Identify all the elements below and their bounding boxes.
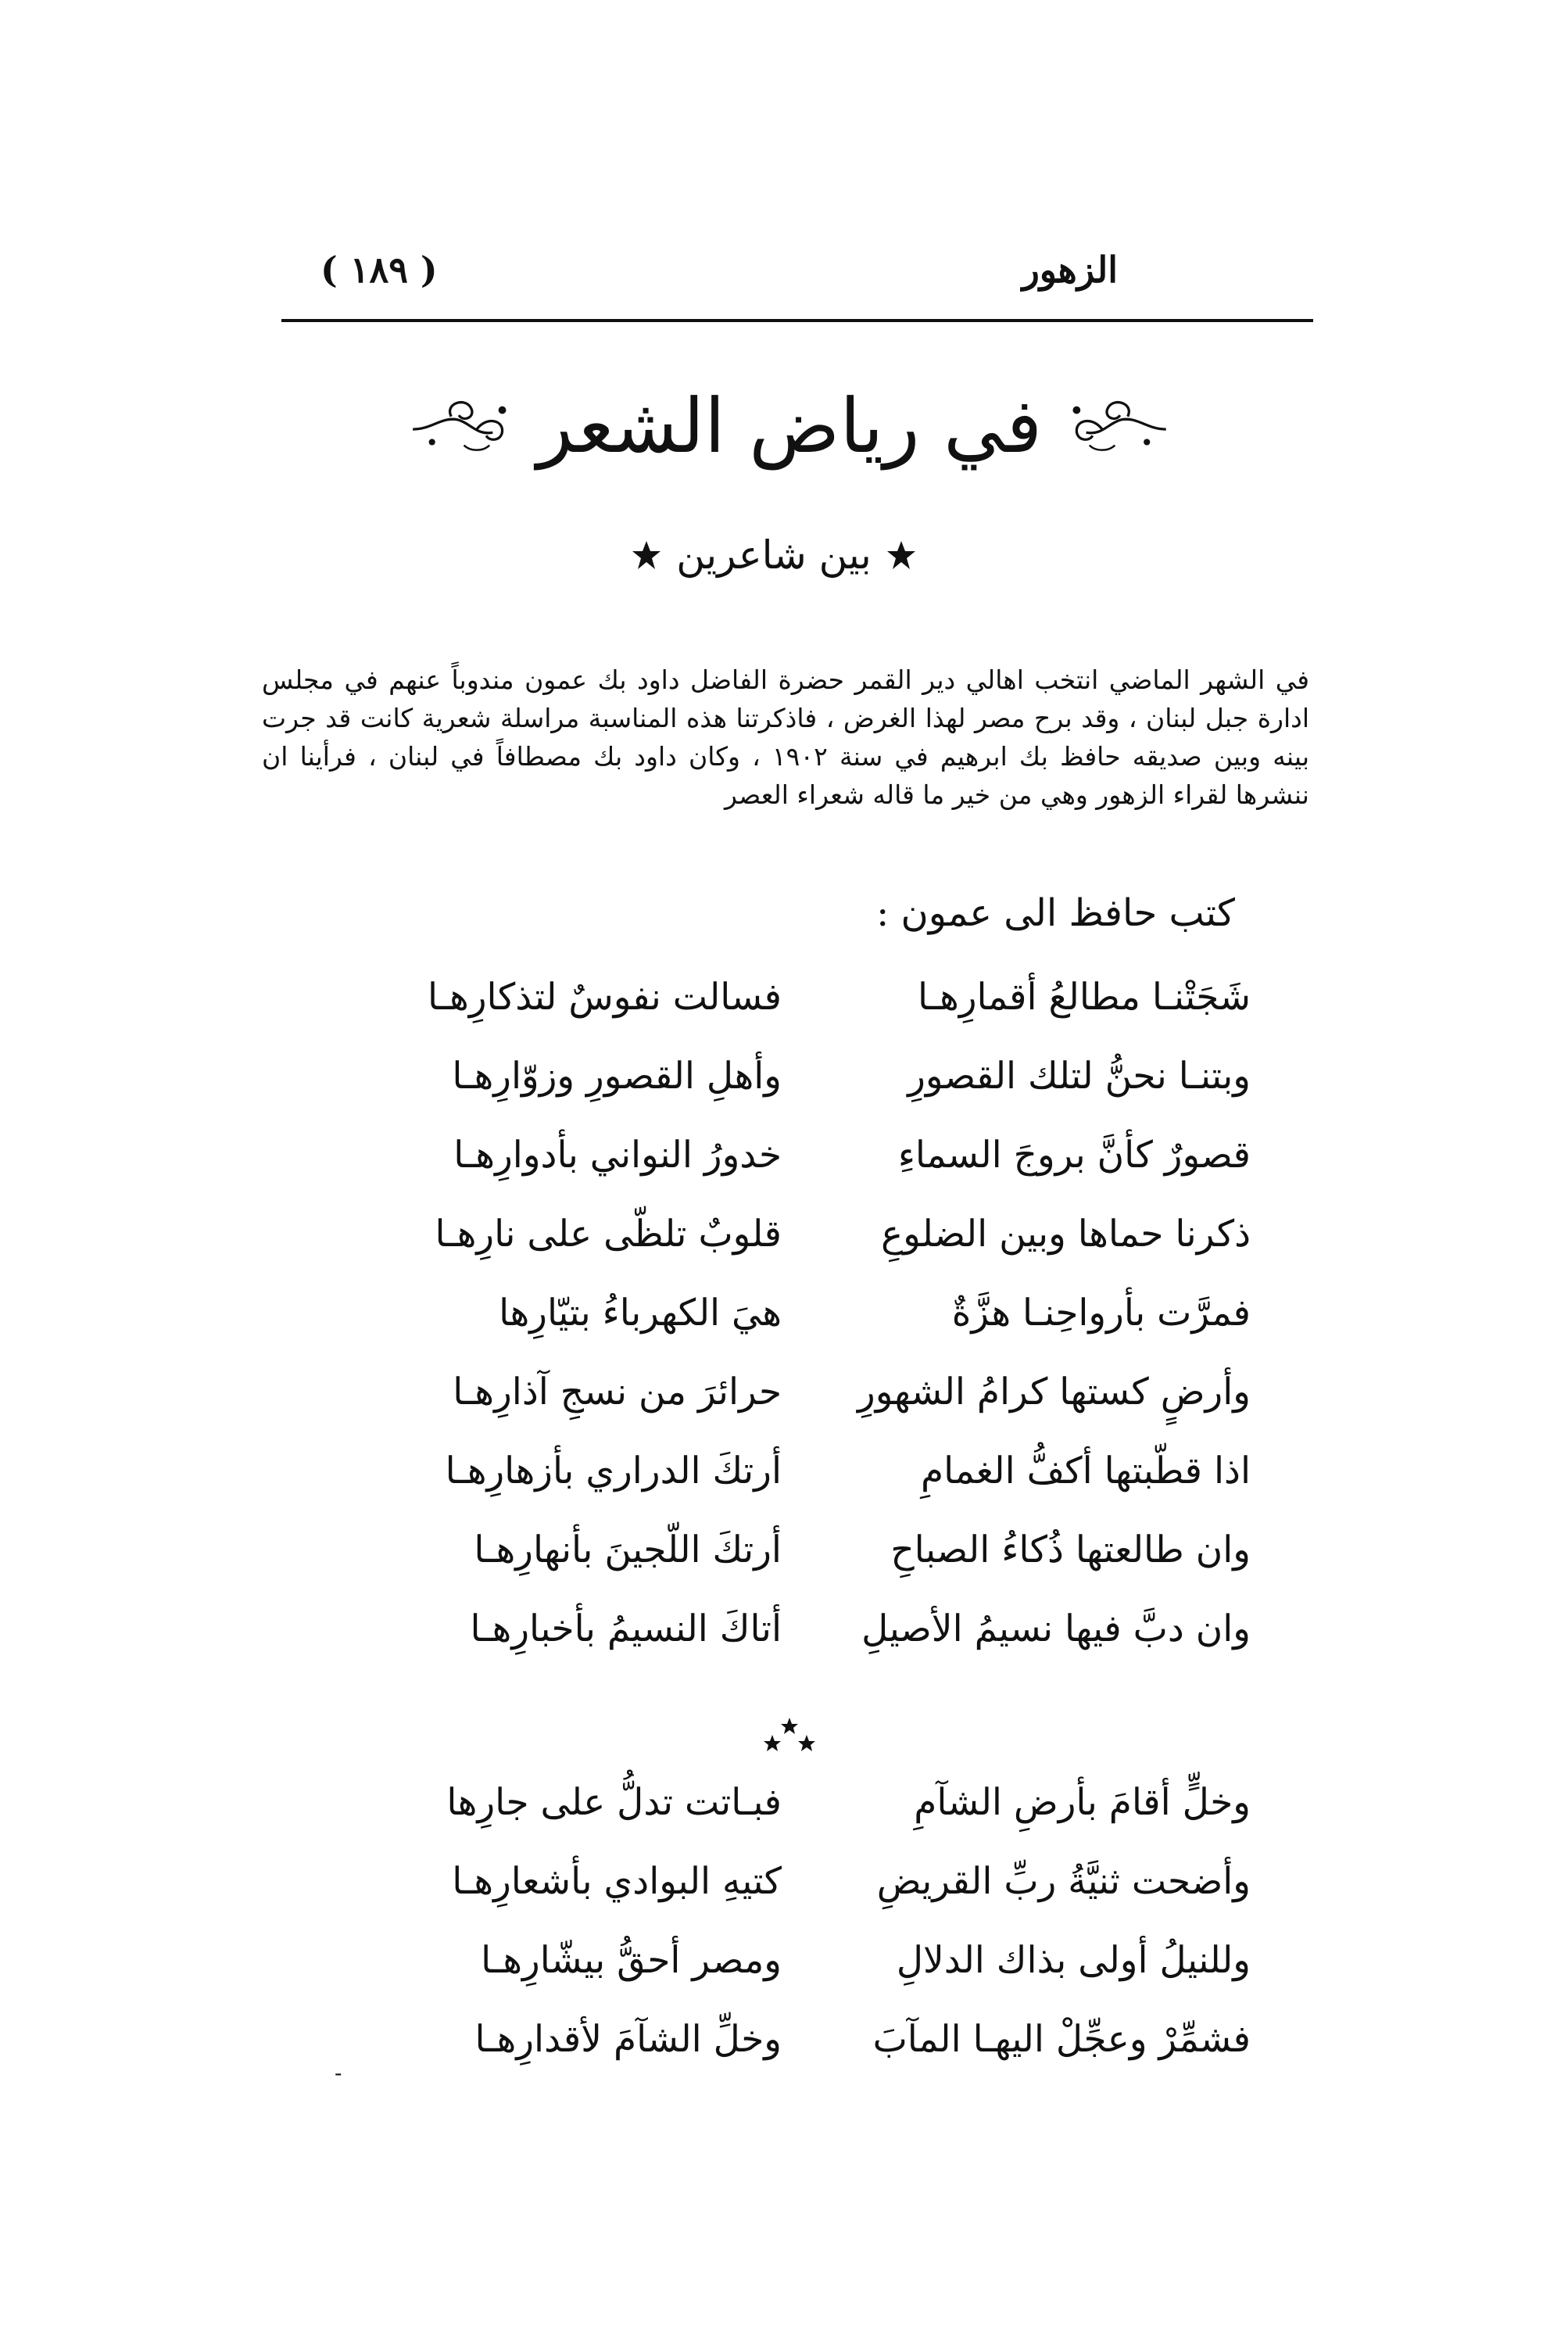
poem-part-1 (344, 976, 1251, 1686)
running-header (281, 249, 1313, 311)
verse (344, 1134, 1251, 1213)
journal-name: الزهور (1022, 249, 1118, 291)
hemistich-first: وان طالعتها ذُكاءُ الصباحِ (890, 1528, 1251, 1571)
hemistich-first: قصورٌ كأنَّ بروجَ السماءِ (897, 1134, 1251, 1177)
hemistich-second: فسالت نفوسٌ لتذكارِهـا (427, 976, 782, 1019)
hemistich-first: وان دبَّ فيها نسيمُ الأصيلِ (861, 1607, 1251, 1650)
hemistich-first: وللنيلُ أولى بذاك الدلالِ (896, 1939, 1251, 1982)
hemistich-second: فبـاتت تدلُّ على جارِها (446, 1781, 782, 1824)
verse (344, 1213, 1251, 1292)
intro-paragraph: في الشهر الماضي انتخب اهالي دير القمر حضرة الفاضل داود بك عمون مندوباً عنهم في مجلس ادارة جبل لبنان ، وقد برح مصر لهذا الغرض ، فاذكرتنا هذه المناسبة مراسلة شعرية كانت قد جرت بينه وبين صديقه حافظ بك ابرهيم في سنة ١٩٠٢ ، وكان داود بك مصطافاً في لبنان ، فرأينا ان ننشرها لقراء الزهور وهي من خير ما قاله شعراء العصر (262, 665, 1310, 810)
section-title-text: في رياض الشعر (536, 382, 1043, 470)
verse (344, 1939, 1251, 2018)
verse (344, 1528, 1251, 1607)
hemistich-second: أتاكَ النسيمُ بأخبارِهـا (470, 1607, 782, 1650)
verse (344, 1055, 1251, 1134)
hemistich-second: هيَ الكهرباءُ بتيّارِها (499, 1292, 782, 1335)
verse (344, 1292, 1251, 1371)
verse (344, 1449, 1251, 1528)
poem-intro: كتب حافظ الى عمون : (876, 891, 1235, 935)
hemistich-first: وأرضٍ كستها كرامُ الشهورِ (857, 1371, 1251, 1414)
hemistich-first: وخلٍّ أقامَ بأرضِ الشآمِ (914, 1781, 1251, 1824)
hemistich-second: وخلِّ الشآمَ لأقدارِهـا (474, 2018, 782, 2061)
hemistich-second: أرتكَ الدراري بأزهارِهـا (445, 1449, 782, 1492)
verse (344, 1607, 1251, 1686)
star-ornament-icon (631, 539, 662, 571)
verse (344, 1371, 1251, 1449)
hemistich-first: ذكرنا حماها وبين الضلوعِ (881, 1213, 1251, 1256)
section-title (406, 367, 1172, 485)
hemistich-second: كتيهِ البوادي بأشعارِهـا (452, 1860, 782, 1903)
hemistich-second: خدورُ النواني بأدوارِهـا (453, 1134, 782, 1177)
hemistich-second: أرتكَ اللّجينَ بأنهارِهـا (474, 1528, 782, 1571)
hemistich-first: وبتنـا نحنُّ لتلك القصورِ (908, 1055, 1251, 1098)
poem-part-2 (344, 1781, 1251, 2097)
right-flourish-icon (1064, 383, 1172, 469)
hemistich-first: فشمِّرْ وعجِّلْ اليهـا المآبَ (872, 2018, 1251, 2061)
hemistich-second: حرائرَ من نسجِ آذارِهـا (453, 1371, 782, 1414)
verse (344, 1860, 1251, 1939)
subtitle (594, 524, 954, 586)
hemistich-first: شَجَتْنـا مطالعُ أقمارِهـا (917, 976, 1251, 1019)
subtitle-text: بين شاعرين (676, 532, 872, 578)
verse (344, 1781, 1251, 1860)
hemistich-second: قلوبٌ تلظّى على نارِهـا (435, 1213, 782, 1256)
hemistich-second: ومصر أحقُّ بيشّارِهـا (481, 1939, 782, 1982)
stanza-separator-icon (750, 1716, 829, 1755)
hemistich-first: فمرَّت بأرواحِنـا هزَّةٌ (951, 1292, 1251, 1335)
hemistich-first: اذا قطّبتها أكفُّ الغمامِ (921, 1449, 1251, 1492)
left-flourish-icon (406, 383, 515, 469)
star-ornament-icon (886, 539, 917, 571)
verse (344, 2018, 1251, 2097)
hemistich-second: وأهلِ القصورِ وزوّارِهـا (452, 1055, 782, 1098)
verse (344, 976, 1251, 1055)
end-mark: - (335, 2060, 342, 2086)
hemistich-first: وأضحت ثنيَّةُ ربِّ القريضِ (876, 1860, 1251, 1903)
header-rule (281, 319, 1313, 322)
page-number: ( ١٨٩ ) (320, 249, 438, 291)
